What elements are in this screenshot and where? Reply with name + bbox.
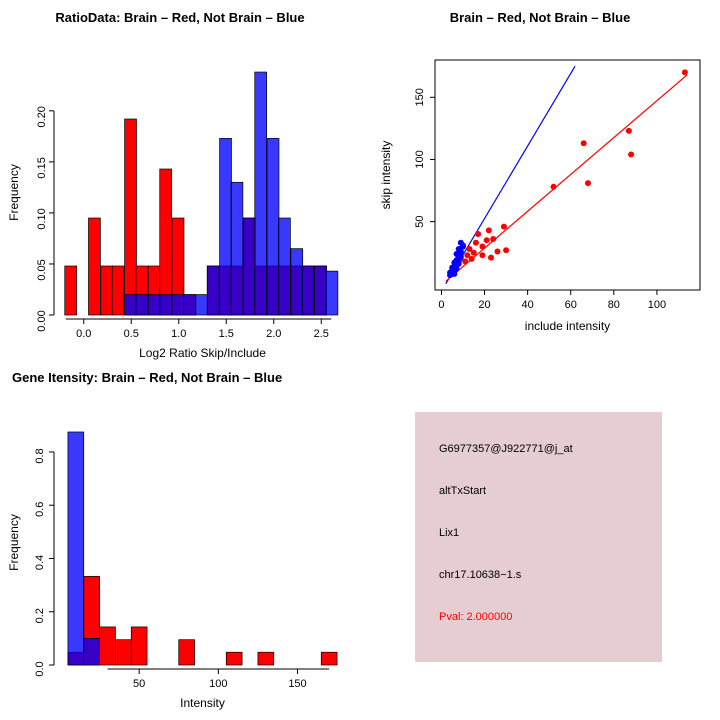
gene-intensity-title: Gene Itensity: Brain – Red, Not Brain – Blue	[12, 370, 283, 385]
x-tick-label: 100	[647, 299, 667, 311]
x-tick-label: 80	[607, 299, 620, 311]
info-box	[415, 412, 662, 662]
histogram-bar	[125, 119, 137, 315]
panel-info	[360, 370, 720, 720]
scatter-point	[473, 240, 479, 246]
x-tick-label: 0	[438, 299, 445, 311]
scatter-point	[484, 237, 490, 243]
histogram-bar	[184, 295, 196, 315]
scatter-svg	[360, 25, 720, 350]
ratio-histogram-title: RatioData: Brain – Red, Not Brain – Blue	[55, 10, 305, 25]
histogram-bar	[136, 295, 148, 315]
y-tick-label: 0.0	[34, 661, 46, 677]
x-tick-label: 0.5	[123, 328, 139, 340]
histogram-bar	[179, 640, 195, 665]
panel-intensity-scatter	[360, 10, 720, 360]
y-tick-label: 150	[414, 88, 426, 107]
info-line: G6977357@J922771@j_at	[439, 443, 573, 455]
x-tick-label: 0.0	[76, 328, 92, 340]
histogram-bar	[243, 218, 255, 315]
ratio-histogram-svg	[0, 25, 360, 360]
histogram-bar	[101, 266, 113, 315]
histogram-bar	[172, 295, 184, 315]
scatter-point	[458, 248, 464, 254]
histogram-bar	[148, 295, 160, 315]
histogram-bar	[89, 218, 101, 315]
histogram-bar	[68, 432, 84, 665]
x-tick-label: 1.5	[218, 328, 234, 340]
histogram-bar	[220, 138, 232, 315]
y-tick-label: 0.6	[34, 501, 46, 517]
histogram-bar	[267, 138, 279, 315]
fit-line	[446, 75, 687, 281]
scatter-point	[628, 151, 634, 157]
y-tick-label: 0.2	[34, 608, 46, 624]
gene-intensity-svg	[0, 385, 360, 715]
histogram-bar	[302, 266, 314, 315]
x-axis-label: Intensity	[180, 696, 225, 710]
histogram-bar	[131, 627, 147, 665]
histogram-bar	[160, 295, 172, 315]
x-tick-label: 2.5	[313, 328, 329, 340]
scatter-point	[490, 236, 496, 242]
scatter-point	[451, 271, 457, 277]
scatter-point	[503, 247, 509, 253]
histogram-bar	[196, 295, 208, 315]
scatter-point	[475, 231, 481, 237]
x-tick-label: 40	[521, 299, 534, 311]
x-tick-label: 60	[564, 299, 577, 311]
histogram-bar	[315, 266, 327, 315]
info-line: chr17.10638−1.s	[439, 569, 522, 581]
scatter-point	[464, 252, 470, 258]
y-tick-label: 50	[414, 215, 426, 228]
histogram-bar	[258, 652, 274, 665]
scatter-title: Brain – Red, Not Brain – Blue	[449, 10, 631, 25]
scatter-point	[494, 248, 500, 254]
y-tick-label: 0.4	[34, 554, 46, 571]
y-tick-label: 0.10	[36, 208, 48, 230]
x-axis-label: include intensity	[524, 319, 611, 333]
scatter-point	[466, 246, 472, 252]
scatter-point	[479, 243, 485, 249]
histogram-bar	[115, 640, 131, 665]
fit-line	[446, 66, 575, 284]
panel-ratio-histogram	[0, 10, 360, 360]
y-axis-label: Frequency	[7, 514, 21, 571]
histogram-bar	[326, 271, 338, 315]
panel-gene-intensity-histogram	[0, 370, 360, 720]
y-tick-label: 0.05	[36, 259, 48, 281]
info-line: altTxStart	[439, 485, 487, 497]
x-tick-label: 20	[478, 299, 491, 311]
scatter-point	[486, 227, 492, 233]
y-tick-label: 100	[414, 150, 426, 169]
x-tick-label: 1.0	[171, 328, 187, 340]
histogram-bar	[112, 266, 124, 315]
info-line: Lix1	[439, 527, 460, 539]
scatter-point	[682, 69, 688, 75]
x-axis-label: Log2 Ratio Skip/Include	[139, 346, 266, 360]
x-tick-label: 100	[209, 678, 228, 690]
scatter-point	[454, 262, 460, 268]
scatter-point	[501, 224, 507, 230]
histogram-bar	[100, 627, 116, 665]
scatter-point	[581, 140, 587, 146]
scatter-point	[626, 128, 632, 134]
scatter-point	[479, 252, 485, 258]
y-tick-label: 0.00	[36, 310, 48, 332]
x-tick-label: 2.0	[266, 328, 282, 340]
histogram-bar	[84, 638, 100, 665]
histogram-bar	[65, 266, 77, 315]
histogram-bar	[226, 652, 242, 665]
histogram-bar	[321, 652, 337, 665]
histogram-bar	[279, 218, 291, 315]
histogram-bar	[207, 266, 219, 315]
histogram-bar	[160, 169, 172, 315]
y-tick-label: 0.20	[36, 106, 48, 128]
scatter-point	[585, 180, 591, 186]
y-axis-label: Frequency	[7, 164, 21, 221]
histogram-bar	[125, 295, 137, 315]
histogram-bar	[291, 249, 303, 315]
scatter-point	[488, 255, 494, 261]
info-line: Pval: 2.000000	[439, 611, 513, 623]
y-tick-label: 0.15	[36, 157, 48, 179]
x-tick-label: 150	[288, 678, 307, 690]
y-tick-label: 0.8	[34, 448, 46, 464]
scatter-point	[550, 184, 556, 190]
x-tick-label: 50	[133, 678, 146, 690]
histogram-bar	[255, 72, 267, 315]
histogram-bar	[231, 182, 243, 315]
y-axis-label: skip intensity	[379, 140, 393, 210]
